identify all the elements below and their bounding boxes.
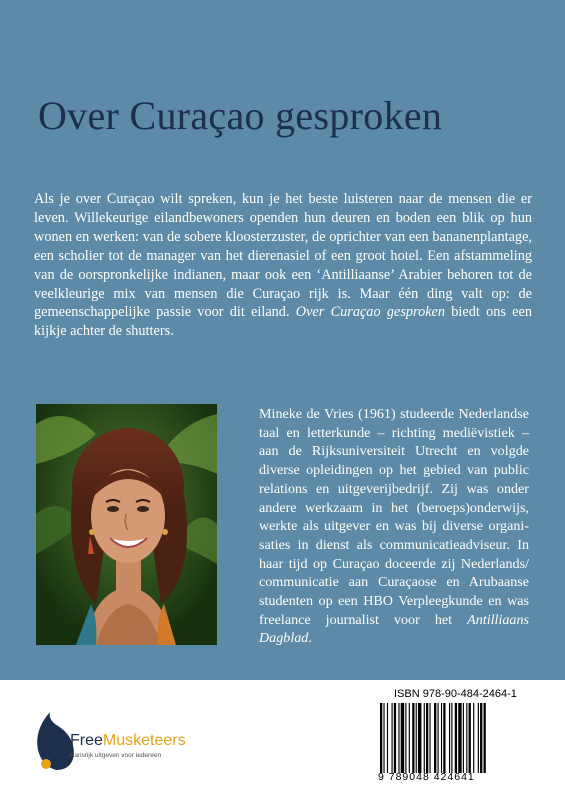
blurb-end: biedt ons een kijkje achter de shutters. (34, 304, 533, 340)
publisher-tagline: Kansrijk uitgeven voor iedereen (70, 752, 162, 759)
author-photo (36, 404, 217, 645)
publisher-name-free: Free (70, 732, 103, 749)
isbn-label: ISBN 978-90-484-2464-1 (394, 688, 517, 700)
bio-main: Mineke de Vries (1961) studeerde Nederlandse taal en letterkunde – richting mediëvistiek – aan de Rijksuniversiteit Utrecht en volgde diverse opleidingen op het gebied van public relations en uitgeverijbedrijf. Zij was onder andere werkzaam in het (beroeps)onderwijs, werkte als uitgever en was bij diverse organisaties in dienst als communicatieadviseur. In haar tijd op Curaçao doceerde zij Nederlands/ communicatie aan Curaçaose en Arubaanse studenten op een HBO Verpleegkunde en was freelance journalist voor het (259, 406, 529, 628)
blurb-text (34, 190, 532, 341)
bio-end: . (308, 630, 312, 647)
blurb-italic-title: Over Curaçao gesproken (295, 304, 446, 321)
author-bio (259, 405, 529, 648)
barcode-icon (378, 703, 530, 773)
book-title: Over Curaçao gesproken (38, 93, 443, 138)
author-photo-image (36, 404, 217, 645)
publisher-name-musketeers: Musketeers (102, 732, 186, 749)
blurb-main: Als je over Curaçao wilt spreken, kun je het beste luisteren naar de mensen die er leven. Willekeurige eilandbewoners openden hun deuren en boden een blik op hun wonen en werken: van de sobere kloosterzuster, de oprichter van een bananenplantage, een scholier tot de manager van het dierenasiel of een groot hotel. Een afstammeling van de oorspronkelijke indianen, maar ook een ‘Antilliaanse’ Arabier behoren tot de veelkleurige mix van mensen die Curaçao rijk is. Maar één ding valt op: de gemeenschappelijke passie voor dit eiland. (34, 191, 532, 321)
bio-italic: Antilliaans Dagblad (259, 611, 529, 647)
publisher-name (70, 732, 186, 750)
isbn-digits: 9 789048 424641 (378, 771, 475, 783)
